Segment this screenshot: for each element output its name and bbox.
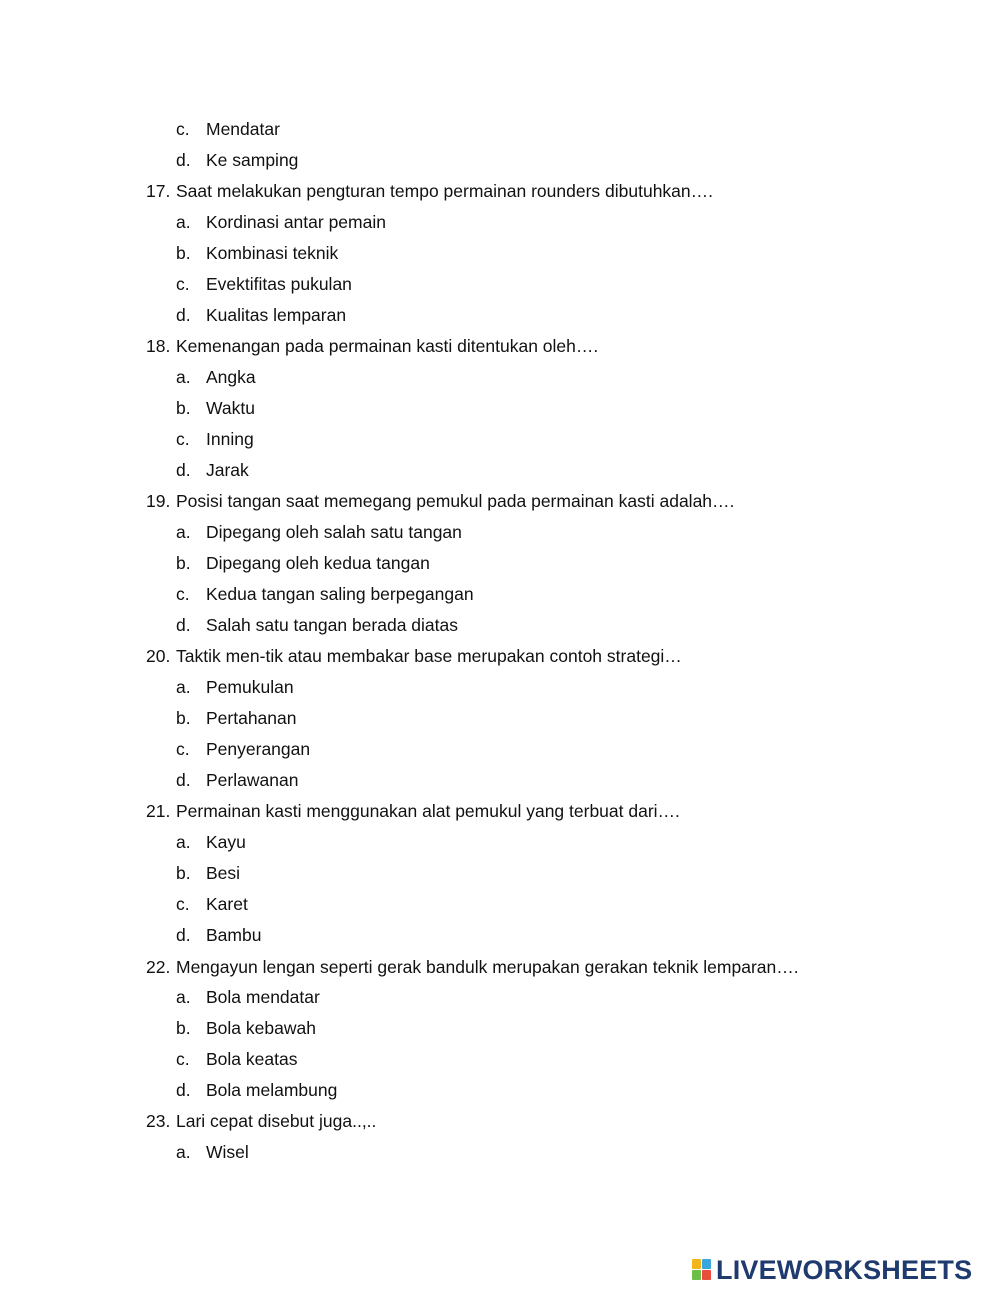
question-text: Mengayun lengan seperti gerak bandulk merupakan gerakan teknik lemparan…. — [176, 957, 799, 977]
option-letter: d. — [176, 305, 191, 325]
brand-name: LIVEWORKSHEETS — [716, 1255, 973, 1285]
option-letter: b. — [176, 1018, 191, 1038]
option-text: Bola kebawah — [206, 1018, 316, 1038]
option-letter: a. — [176, 212, 191, 232]
option-text: Bola melambung — [206, 1080, 338, 1100]
option-letter: b. — [176, 243, 191, 263]
option-text: Angka — [206, 367, 256, 387]
option-text: Perlawanan — [206, 770, 299, 790]
option-text: Bambu — [206, 925, 262, 945]
option-text: Jarak — [206, 460, 249, 480]
option-text: Dipegang oleh kedua tangan — [206, 553, 430, 573]
option-letter: a. — [176, 522, 191, 542]
question-number: 18. — [146, 336, 171, 356]
option-text: Besi — [206, 863, 241, 883]
option-text: Kordinasi antar pemain — [206, 212, 386, 232]
question-text: Saat melakukan pengturan tempo permainan rounders dibutuhkan…. — [176, 181, 714, 201]
option-letter: c. — [176, 894, 190, 914]
option-text: Bola mendatar — [206, 987, 320, 1007]
option-letter: c. — [176, 1049, 190, 1069]
liveworksheets-logo[interactable] — [692, 1256, 992, 1284]
question-text: Permainan kasti menggunakan alat pemukul yang terbuat dari…. — [176, 801, 680, 821]
option-text: Kayu — [206, 832, 246, 852]
option-letter: c. — [176, 429, 190, 449]
option-letter: c. — [176, 119, 190, 139]
option-text: Karet — [206, 894, 248, 914]
option-text: Wisel — [206, 1142, 249, 1162]
question-number: 21. — [146, 801, 171, 821]
option-letter: d. — [176, 150, 191, 170]
option-letter: d. — [176, 1080, 191, 1100]
option-text: Pertahanan — [206, 708, 297, 728]
question-text: Taktik men-tik atau membakar base merupakan contoh strategi… — [176, 646, 682, 666]
question-number: 22. — [146, 957, 171, 977]
option-text: Ke samping — [206, 150, 299, 170]
option-text: Inning — [206, 429, 254, 449]
option-text: Pemukulan — [206, 677, 294, 697]
option-letter: c. — [176, 739, 190, 759]
option-text: Kombinasi teknik — [206, 243, 339, 263]
option-text: Evektifitas pukulan — [206, 274, 352, 294]
option-letter: d. — [176, 770, 191, 790]
option-letter: a. — [176, 832, 191, 852]
question-number: 19. — [146, 491, 171, 511]
question-text: Kemenangan pada permainan kasti ditentukan oleh…. — [176, 336, 599, 356]
liveworksheets-blocks-icon — [692, 1259, 712, 1281]
question-text: Lari cepat disebut juga..,.. — [176, 1111, 377, 1131]
option-letter: b. — [176, 863, 191, 883]
option-letter: b. — [176, 398, 191, 418]
option-letter: c. — [176, 584, 190, 604]
option-text: Bola keatas — [206, 1049, 298, 1069]
option-text: Dipegang oleh salah satu tangan — [206, 522, 462, 542]
option-letter: b. — [176, 553, 191, 573]
question-text: Posisi tangan saat memegang pemukul pada permainan kasti adalah…. — [176, 491, 735, 511]
option-letter: c. — [176, 274, 190, 294]
option-text: Kedua tangan saling berpegangan — [206, 584, 474, 604]
option-letter: a. — [176, 1142, 191, 1162]
option-text: Kualitas lemparan — [206, 305, 347, 325]
option-text: Waktu — [206, 398, 255, 418]
option-text: Penyerangan — [206, 739, 311, 759]
option-letter: d. — [176, 615, 191, 635]
question-number: 20. — [146, 646, 171, 666]
option-letter: b. — [176, 708, 191, 728]
option-letter: a. — [176, 367, 191, 387]
option-letter: a. — [176, 987, 191, 1007]
option-letter: d. — [176, 460, 191, 480]
option-letter: a. — [176, 677, 191, 697]
option-letter: d. — [176, 925, 191, 945]
option-text: Mendatar — [206, 119, 280, 139]
question-number: 17. — [146, 181, 171, 201]
question-number: 23. — [146, 1111, 171, 1131]
option-text: Salah satu tangan berada diatas — [206, 615, 458, 635]
